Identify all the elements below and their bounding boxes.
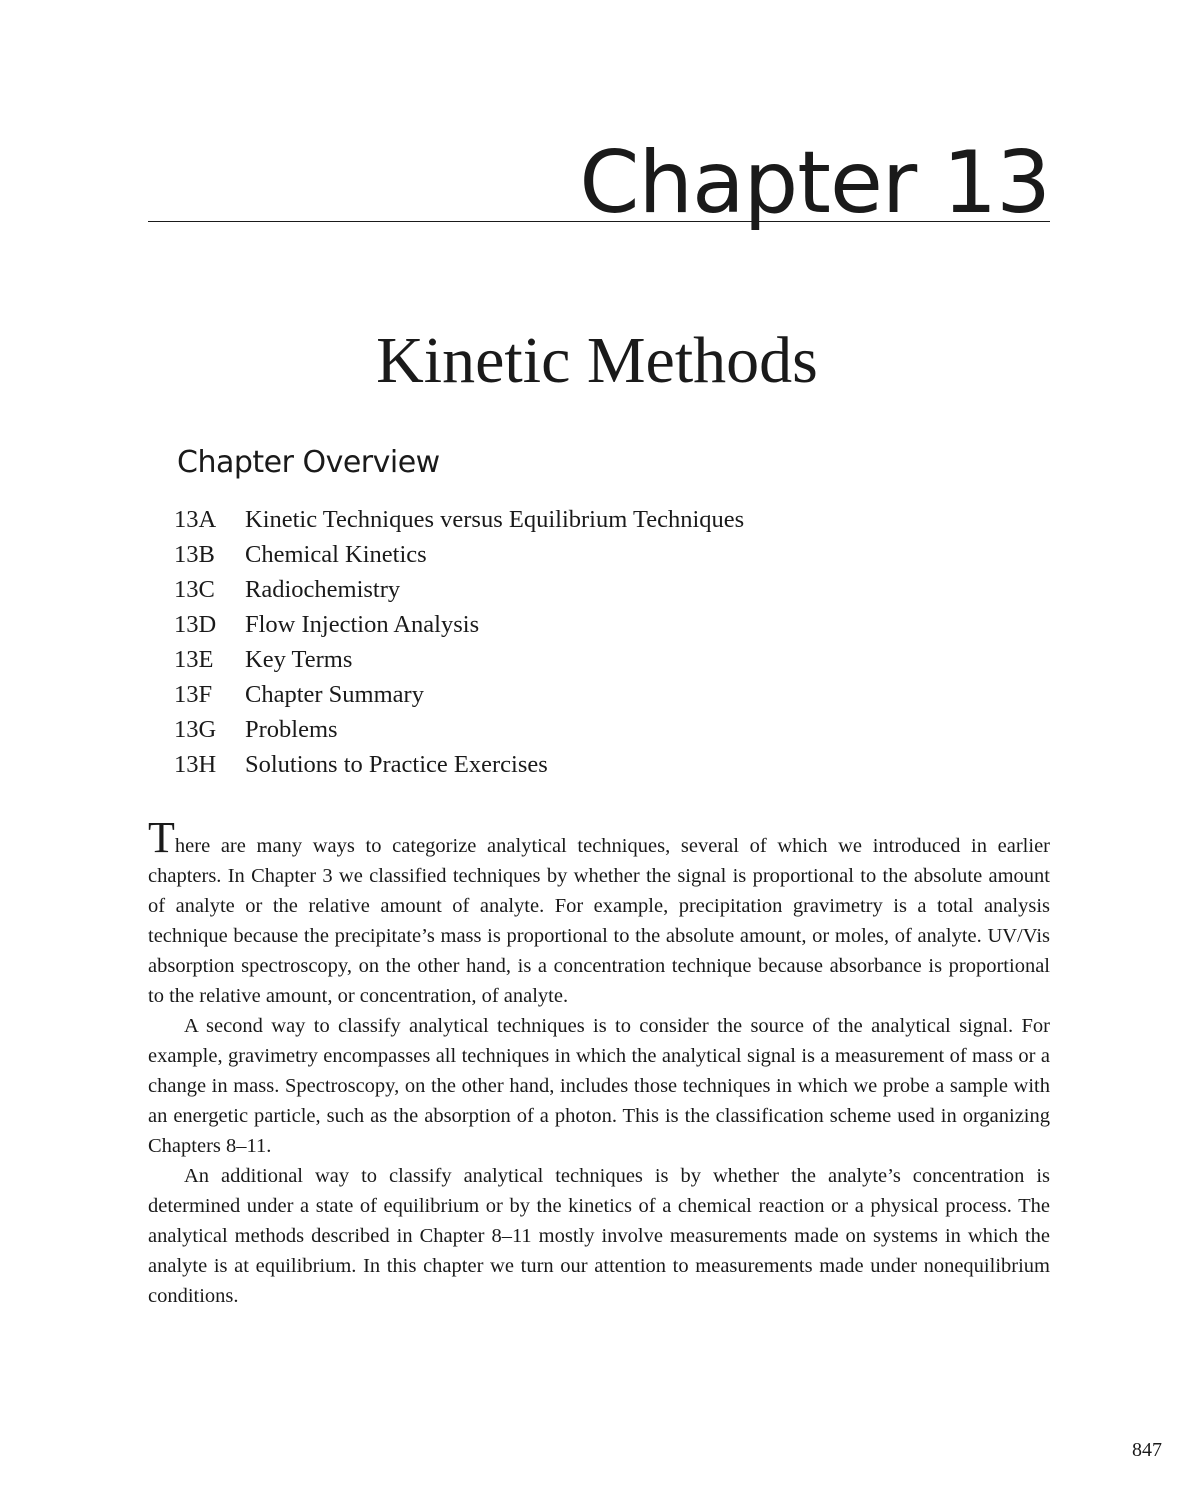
page-number: 847 (1132, 1439, 1162, 1461)
overview-item-code: 13G (174, 716, 217, 743)
overview-item-code: 13F (174, 681, 213, 708)
overview-item-code: 13D (174, 611, 217, 638)
overview-item-label: Key Terms (245, 646, 353, 673)
overview-item (174, 574, 744, 609)
overview-item-code: 13B (174, 541, 215, 568)
overview-item (174, 679, 744, 714)
overview-item-code: 13E (174, 646, 214, 673)
overview-item (174, 749, 744, 784)
overview-item-label: Radiochemistry (245, 576, 401, 603)
overview-item-label: Kinetic Techniques versus Equilibrium Techniques (245, 506, 745, 533)
overview-item (174, 644, 744, 679)
overview-item-label: Chapter Summary (245, 681, 424, 708)
paragraph-2: A second way to classify analytical techniques is to consider the source of the analytical signal. For example, gravimetry encompasses all techniques in which the analytical signal is a measurement of mass or a change in mass. Spectroscopy, on the other hand, includes those techniques in which we probe a sample with an energetic particle, such as the absorption of a photon. This is the classification scheme used in organizing Chapters 8–11. (148, 1015, 1050, 1157)
overview-item (174, 504, 744, 539)
overview-item-label: Chemical Kinetics (245, 541, 427, 568)
drop-cap: T (148, 813, 175, 862)
overview-item (174, 714, 744, 749)
overview-item (174, 539, 744, 574)
overview-item-label: Solutions to Practice Exercises (245, 751, 548, 778)
overview-item-label: Problems (245, 716, 338, 743)
overview-list (174, 504, 744, 784)
chapter-title: Kinetic Methods (376, 324, 818, 397)
paragraph-3: An additional way to classify analytical techniques is by whether the analyte’s concentration is determined under a state of equilibrium or by the kinetics of a chemical reaction or a physical process. The analytical methods described in Chapter 8–11 mostly involve measurements made on systems in which the analyte is at equilibrium. In this chapter we turn our attention to measurements made under nonequilibrium conditions. (148, 1165, 1050, 1307)
chapter-number: Chapter 13 (579, 133, 1050, 233)
overview-item-label: Flow Injection Analysis (245, 611, 480, 638)
overview-item-code: 13H (174, 751, 217, 778)
overview-item-code: 13A (174, 506, 217, 533)
overview-item-code: 13C (174, 576, 215, 603)
overview-item (174, 609, 744, 644)
paragraph-1-text: here are many ways to categorize analytical techniques, several of which we introduced in earlier chapters. In Chapter 3 we classified techniques by whether the signal is proportional to the absolute amount of analyte or the relative amount of analyte. For example, precipitation gravimetry is a total analysis technique because the precipitate’s mass is proportional to the absolute amount, or moles, of analyte. UV/Vis absorption spectroscopy, on the other hand, is a concentration technique because absorbance is proportional to the relative amount, or concentration, of analyte. (148, 835, 1050, 1007)
overview-heading: Chapter Overview (177, 445, 440, 480)
body-text (148, 813, 1050, 1311)
paragraph-1 (148, 813, 1050, 1011)
